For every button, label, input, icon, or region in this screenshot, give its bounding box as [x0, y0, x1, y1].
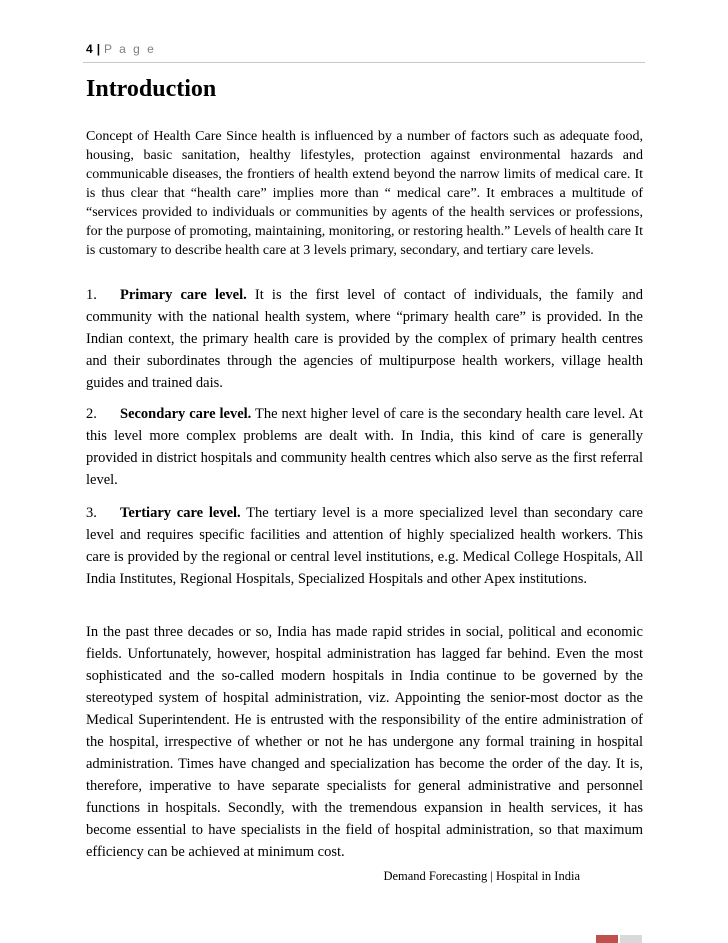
- level-heading: Tertiary care level.: [120, 505, 241, 521]
- level-text: It is the first level of contact of individuals, the family and community with the national health system, where “primary health care” is provided. In the Indian context, the primary health care is provided by the complex of primary health centres and their subordinates through the agencies of multipurpose health workers, village health guides and trained dais.: [86, 287, 643, 391]
- closing-paragraph: In the past three decades or so, India has made rapid strides in social, political and economic fields. Unfortunately, however, hospital administration has lagged far behind. Even the most sophisticated and the so-called modern hospitals in India continue to be governed by the stereotyped system of hospital administration, viz. Appointing the senior-most doctor as the Medical Superintendent. He is entrusted with the responsibility of the entire administration of the hospital, irrespective of whether or not he has undergone any formal training in hospital administration. Times have changed and specialization has become the order of the day. It is, therefore, imperative to have separate specialists for general administrative and personnel functions in hospitals. Secondly, with the tremendous expansion in health services, it has become essential to have specialists in the field of hospital administration, so that maximum efficiency can be achieved at minimum cost.: [86, 624, 643, 860]
- page-header: [86, 42, 156, 56]
- level-paragraph-tertiary: [86, 502, 643, 590]
- level-heading: Secondary care level.: [120, 406, 252, 422]
- level-number: 2.: [86, 406, 97, 422]
- level-text: The tertiary level is a more specialized level than secondary care level and requires specific facilities and attention of highly specialized health workers. This care is provided by the regional or central level institutions, e.g. Medical College Hospitals, All India Institutes, Regional Hospitals, Specialized Hospitals and other Apex institutions.: [86, 505, 643, 587]
- level-number: 1.: [86, 287, 97, 303]
- page-number: 4: [86, 42, 93, 56]
- level-heading: Primary care level.: [120, 287, 247, 303]
- page-footer: Demand Forecasting | Hospital in India: [383, 869, 580, 883]
- header-rule: [83, 62, 645, 63]
- page-title: Introduction: [86, 76, 217, 102]
- level-paragraph-secondary: [86, 403, 643, 491]
- level-text: The next higher level of care is the secondary health care level. At this level more complex problems are dealt with. In India, this kind of care is generally provided in district hospitals and community health centres which also serve as the first referral level.: [86, 406, 643, 488]
- level-paragraph-primary: [86, 284, 643, 394]
- header-separator: |: [96, 42, 101, 56]
- level-number: 3.: [86, 505, 97, 521]
- page-word: P a g e: [104, 42, 156, 56]
- footer-accent-block: [596, 935, 618, 943]
- intro-paragraph: Concept of Health Care Since health is influenced by a number of factors such as adequate food, housing, basic sanitation, healthy lifestyles, protection against environmental hazards and communicable diseases, the frontiers of health extend beyond the narrow limits of medical care. It is thus clear that “health care” implies more than “ medical care”. It embraces a multitude of “services provided to individuals or communities by agents of the health services or professions, for the purpose of promoting, maintaining, monitoring, or restoring health.” Levels of health care It is customary to describe health care at 3 levels primary, secondary, and tertiary care levels.: [86, 129, 643, 258]
- footer-grey-block: [620, 935, 642, 943]
